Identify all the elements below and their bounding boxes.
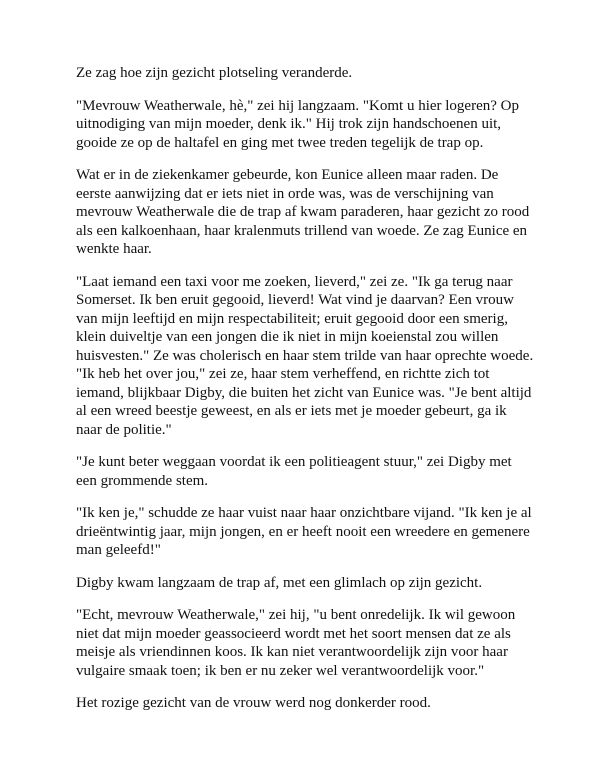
paragraph-2 bbox=[76, 97, 538, 153]
text-line: Ze zag hoe zijn gezicht plotseling veranderde. bbox=[76, 65, 353, 81]
paragraph-5 bbox=[76, 453, 538, 490]
paragraph-1 bbox=[76, 64, 538, 83]
text-line: van mijn leeftijd en mijn respectabiliteit; eruit gegooid door een smerig, bbox=[76, 310, 508, 327]
text-line: "Je kunt beter weggaan voordat ik een politieagent stuur," zei Digby met bbox=[76, 454, 512, 470]
text-line: Wat er in de ziekenkamer gebeurde, kon Eunice alleen maar raden. De bbox=[76, 167, 499, 183]
text-line: man geleefd!" bbox=[76, 542, 161, 558]
text-line: meisje als vriendinnen koos. Ik kan niet verantwoordelijk zijn voor haar bbox=[76, 644, 508, 660]
document-body bbox=[76, 64, 538, 727]
text-line: gooide ze op de haltafel en ging met twee treden tegelijk de trap op. bbox=[76, 134, 484, 151]
text-line: Digby kwam langzaam de trap af, met een glimlach op zijn gezicht. bbox=[76, 574, 483, 591]
text-line: iemand, blijkbaar Digby, die buiten het zicht van Eunice was. "Je bent altijd bbox=[76, 384, 532, 401]
paragraph-4 bbox=[76, 273, 538, 440]
text-line: als een kalkoenhaan, haar kralenmuts trillend van woede. Ze zag Eunice en bbox=[76, 222, 528, 239]
paragraph-8 bbox=[76, 606, 538, 680]
text-line: "Echt, mevrouw Weatherwale," zei hij, "u bent onredelijk. Ik wil gewoon bbox=[76, 607, 516, 623]
text-line: eerste aanwijzing dat er iets niet in orde was, was de verschijning van bbox=[76, 185, 494, 202]
text-line: wenkte haar. bbox=[76, 241, 152, 257]
paragraph-9 bbox=[76, 694, 538, 713]
text-line: "Laat iemand een taxi voor me zoeken, lieverd," zei ze. "Ik ga terug naar bbox=[76, 273, 513, 290]
text-line: "Mevrouw Weatherwale, hè," zei hij langzaam. "Komt u hier logeren? Op bbox=[76, 97, 519, 114]
text-line: uitnodiging van mijn moeder, denk ik." Hij trok zijn handschoenen uit, bbox=[76, 116, 502, 132]
text-line: drieëntwintig jaar, mijn jongen, en er heeft nooit een wreedere en gemenere bbox=[76, 523, 530, 540]
text-line: Het rozige gezicht van de vrouw werd nog donkerder rood. bbox=[76, 695, 431, 711]
text-line: vulgaire smaak toen; ik ben er nu zeker wel verantwoordelijk voor." bbox=[76, 662, 485, 679]
paragraph-7 bbox=[76, 574, 538, 593]
text-line: naar de politie." bbox=[76, 421, 172, 438]
text-line: klein duiveltje van een jongen die ik niet in mijn koeienstal zou willen bbox=[76, 329, 499, 345]
text-line: een grommende stem. bbox=[76, 472, 209, 489]
paragraph-3 bbox=[76, 166, 538, 259]
text-line: Somerset. Ik ben eruit gegooid, lieverd! Wat vind je daarvan? Een vrouw bbox=[76, 292, 514, 308]
text-line: al een wreed beestje geweest, en als er iets met je moeder gebeurt, ga ik bbox=[76, 403, 507, 419]
text-line: "Ik ken je," schudde ze haar vuist naar haar onzichtbare vijand. "Ik ken je al bbox=[76, 505, 532, 521]
paragraph-6 bbox=[76, 504, 538, 560]
text-line: huisvesten." Ze was cholerisch en haar stem trilde van haar oprechte woede. bbox=[76, 347, 534, 364]
text-line: "Ik heb het over jou," zei ze, haar stem verheffend, en richtte zich tot bbox=[76, 366, 490, 382]
text-line: niet dat mijn moeder geassocieerd wordt met het soort mensen dat ze als bbox=[76, 625, 511, 642]
text-line: mevrouw Weatherwale die de trap af kwam paraderen, haar gezicht zo rood bbox=[76, 204, 530, 220]
